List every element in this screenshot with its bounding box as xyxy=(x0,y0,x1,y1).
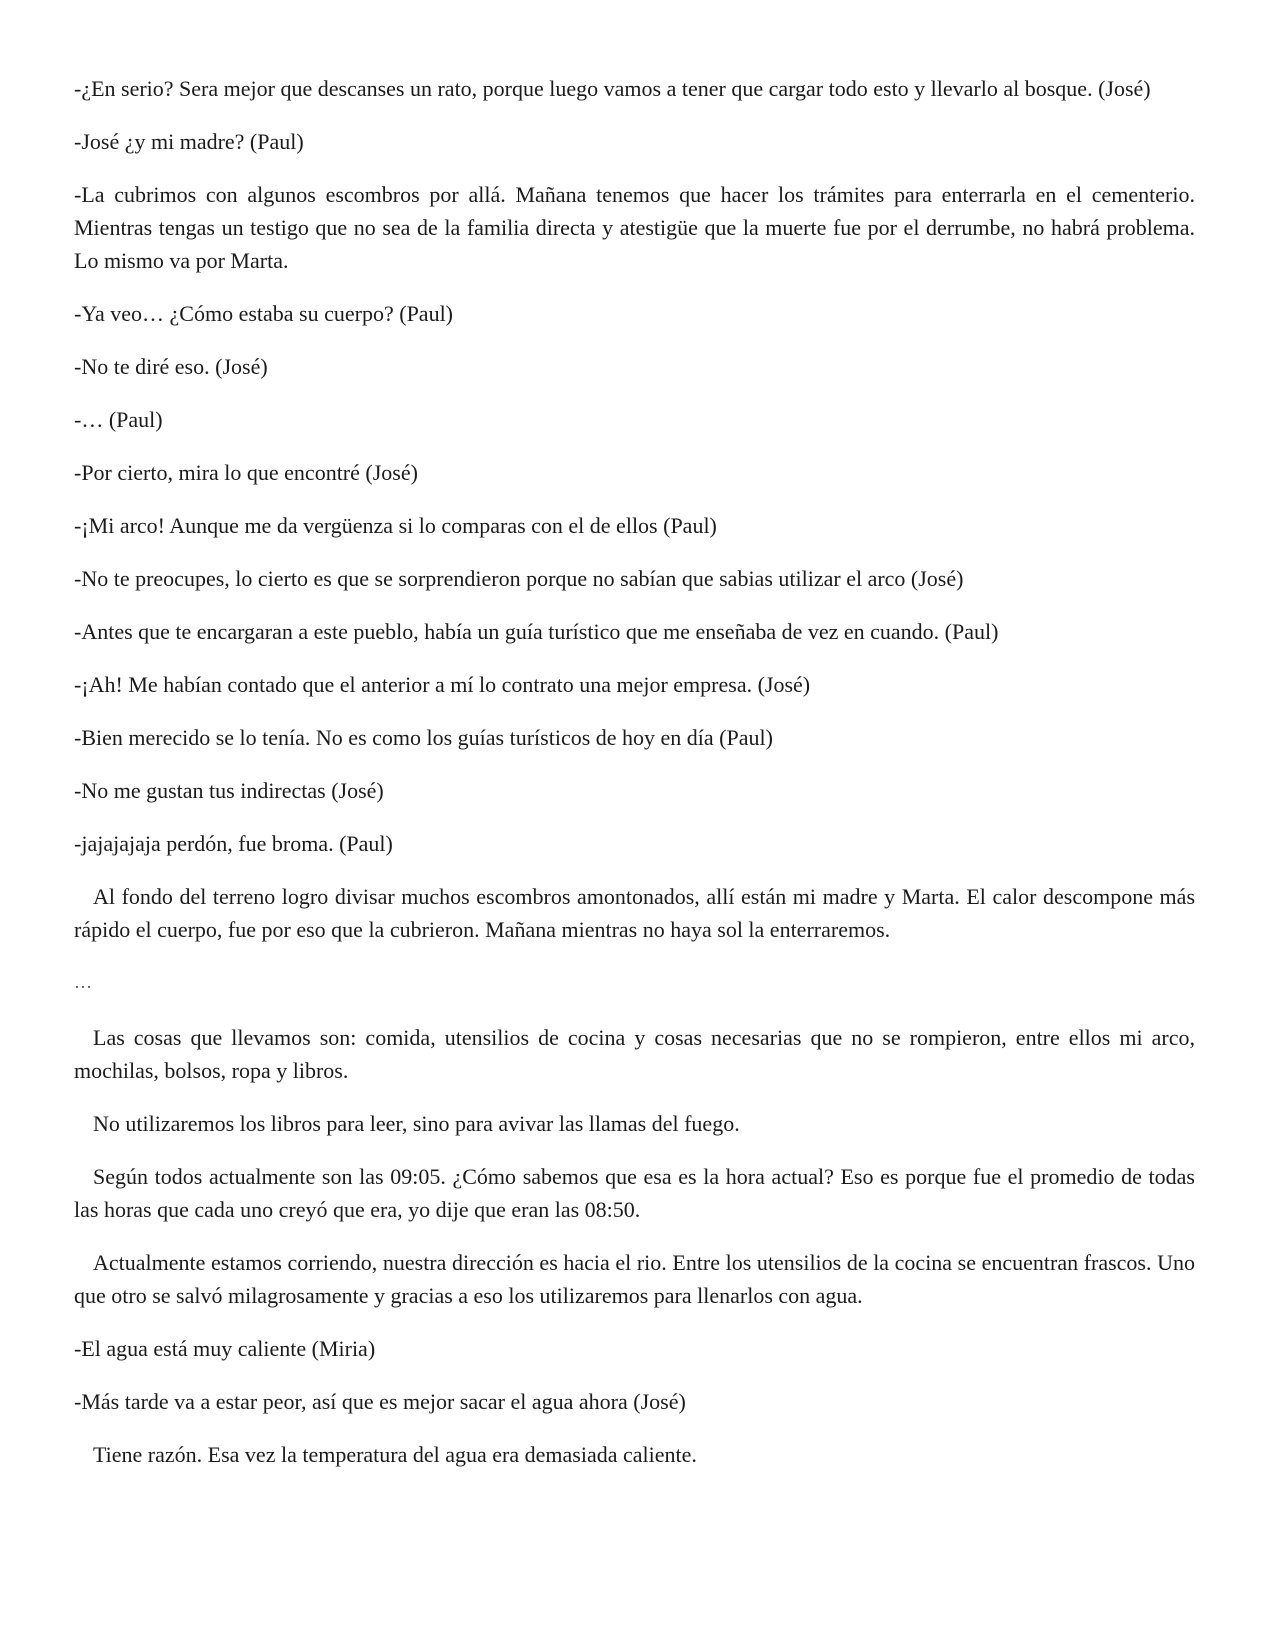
paragraph-23: Tiene razón. Esa vez la temperatura del agua era demasiada caliente. xyxy=(93,1442,697,1467)
paragraph-15: Al fondo del terreno logro divisar muchos escombros amontonados, allí están mi madre y Marta. El calor descompone más rápido el cuerpo, fue por eso que la cubrieron. Mañana mientras no haya sol la enterraremos. xyxy=(74,884,1195,942)
paragraph-1: -¿En serio? Sera mejor que descanses un rato, porque luego vamos a tener que cargar todo esto y llevarlo al bosque. (José) xyxy=(74,76,1151,101)
paragraph-6: -… (Paul) xyxy=(74,407,163,432)
paragraph-2: -José ¿y mi madre? (Paul) xyxy=(74,129,304,154)
scene-break-ellipsis: … xyxy=(74,972,92,992)
paragraph-11: -¡Ah! Me habían contado que el anterior a mí lo contrato una mejor empresa. (José) xyxy=(74,672,811,697)
paragraph-22: -Más tarde va a estar peor, así que es mejor sacar el agua ahora (José) xyxy=(74,1389,686,1414)
paragraph-21: -El agua está muy caliente (Miria) xyxy=(74,1336,376,1361)
paragraph-5: -No te diré eso. (José) xyxy=(74,354,268,379)
paragraph-17: Las cosas que llevamos son: comida, utensilios de cocina y cosas necesarias que no se rompieron, entre ellos mi arco, mochilas, bolsos, ropa y libros. xyxy=(74,1025,1195,1083)
paragraph-19: Según todos actualmente son las 09:05. ¿Cómo sabemos que esa es la hora actual? Eso es porque fue el promedio de todas las horas que cada uno creyó que era, yo dije que eran las 08:50. xyxy=(74,1164,1195,1222)
paragraph-13: -No me gustan tus indirectas (José) xyxy=(74,778,384,803)
paragraph-7: -Por cierto, mira lo que encontré (José) xyxy=(74,460,418,485)
paragraph-8: -¡Mi arco! Aunque me da vergüenza si lo comparas con el de ellos (Paul) xyxy=(74,513,717,538)
paragraph-3: -La cubrimos con algunos escombros por allá. Mañana tenemos que hacer los trámites para enterrarla en el cementerio. Mientras tengas un testigo que no sea de la familia directa y atestigüe que la muerte fue por el derrumbe, no habrá problema. Lo mismo va por Marta. xyxy=(74,182,1195,273)
paragraph-12: -Bien merecido se lo tenía. No es como los guías turísticos de hoy en día (Paul) xyxy=(74,725,773,750)
paragraph-9: -No te preocupes, lo cierto es que se sorprendieron porque no sabían que sabias utilizar el arco (José) xyxy=(74,566,964,591)
document-page xyxy=(74,72,1195,1491)
paragraph-4: -Ya veo… ¿Cómo estaba su cuerpo? (Paul) xyxy=(74,301,454,326)
paragraph-18: No utilizaremos los libros para leer, sino para avivar las llamas del fuego. xyxy=(93,1111,740,1136)
paragraph-14: -jajajajaja perdón, fue broma. (Paul) xyxy=(74,831,393,856)
paragraph-20: Actualmente estamos corriendo, nuestra dirección es hacia el rio. Entre los utensilios de la cocina se encuentran frascos. Uno que otro se salvó milagrosamente y gracias a eso los utilizaremos para llenarlos con agua. xyxy=(74,1250,1195,1308)
paragraph-10: -Antes que te encargaran a este pueblo, había un guía turístico que me enseñaba de vez en cuando. (Paul) xyxy=(74,619,999,644)
